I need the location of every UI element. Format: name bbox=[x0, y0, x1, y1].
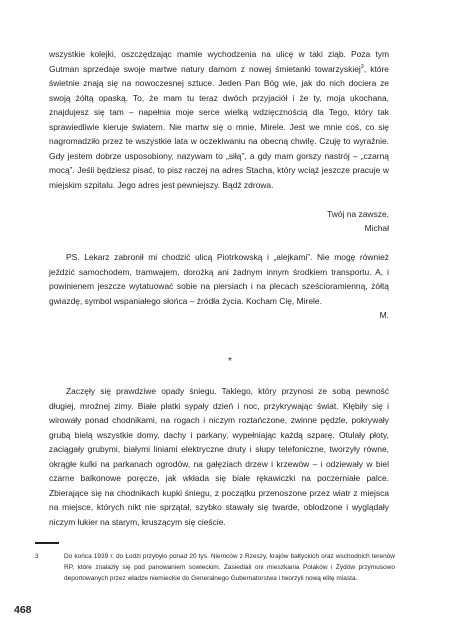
letter-text-part-1: wszystkie kolejki, oszczędzając mamie wychodzenia na ulicę w taki ziąb. Poza tym Gutman sprzedaje swoje martwe natury damom z nowej śmietanki towarzyskiej bbox=[49, 49, 389, 74]
footnote-number: 3 bbox=[35, 553, 39, 560]
footnote-divider bbox=[35, 542, 59, 544]
postscript: PS. Lekarz zabronił mi chodzić ulicą Piotrkowską i „alejkami”. Nie mogę również jeździć samochodem, tramwajem, dorożką ani żadnym innym środkiem transportu. A, i powinienem jeszcze wytatuować sobie na piersiach i na plecach sześcioramienną, żółtą gwiazdę, symbol wspaniałego słońca – źródła życia. Kocham Cię, Mirele. bbox=[49, 252, 389, 306]
letter-signature: Michał bbox=[364, 223, 389, 233]
narrative-text bbox=[49, 384, 389, 529]
page-number: 468 bbox=[14, 604, 32, 616]
footnote-reference[interactable]: 3 bbox=[360, 63, 364, 70]
postscript-signature: M. bbox=[379, 310, 389, 320]
letter-text bbox=[49, 47, 389, 323]
section-separator: * bbox=[228, 356, 232, 367]
letter-paragraph bbox=[49, 47, 389, 192]
narrative-paragraph: Zaczęły się prawdziwe opady śniegu. Takiego, który przynosi ze sobą pewność długiej, mroźnej zimy. Białe płatki sypały dzień i noc, przykrywając świat. Kłębiły się i wirowały ponad chodnikami, na rogach i niczym roztańczone, zwinne pędzle, pokrywały grubą bielą wszystkie domy, dachy i parkany, wypełniając każdą szparę. Otulały płoty, zaciągały grubymi, białymi liniami elektryczne druty i słupy telefoniczne, tworzyły równe, okrągłe kulki na parkanach ogrodów, na gałęziach drzew i krzewów – i odziewały w biel czarne balkonowe poręcze, jak wkłada się białe rękawiczki na poczerniałe palce. Zbierające się na chodnikach kupki śniegu, z początku przenoszone przez wiatr z miejsca na miejsce, których nikt nie sprzątał, szybko stawały się twarde, oblodzone i wyglądały niczym łukier na starym, kruszącym się cieście. bbox=[49, 386, 389, 527]
footnote bbox=[35, 551, 395, 584]
footnote-text: Do końca 1939 r. do Łodzi przybyło ponad 20 tys. Niemców z Rzeszy, krajów bałtyckich oraz wschodnich terenów RP, które znalazły się pod panowaniem sowieckim. Zasiedlali oni mieszkania Polaków i Żydów przymusowo deportowanych przez władze niemieckie do Generalnego Gubernatorstwa i tworzyli nową elitę miasta. bbox=[64, 553, 395, 582]
letter-closing: Twój na zawsze, bbox=[327, 208, 389, 219]
letter-text-part-2: , które świetnie znają się na nowoczesnej sztuce. Jeden Pan Bóg wie, jak do nich dociera ze swoją żółtą opaską. To, że mam tu teraz dwóch przyjaciół i że ty, moja ukochana, znajdujesz się tam – napełnia moje serce wielką wdzięcznością dla Tego, który tak sprawiedliwie kieruje światem. Nie martw się o mnie, Mirele. Jest we mnie coś, co się nagromadziło przez te wszystkie lata w oczekiwaniu na obecną chwilę. Czuję to wyraźnie. Gdy jestem dobrze usposobiony, nazywam to „siłą”, a gdy mam gorszy nastrój – „czarną mocą”. Jeśli będziesz pisać, to pisz raczej na adres Stacha, który wciąż jeszcze pracuje w miejskim szpitalu. Jego adres jest pewniejszy. Bądź zdrowa. bbox=[49, 63, 389, 190]
